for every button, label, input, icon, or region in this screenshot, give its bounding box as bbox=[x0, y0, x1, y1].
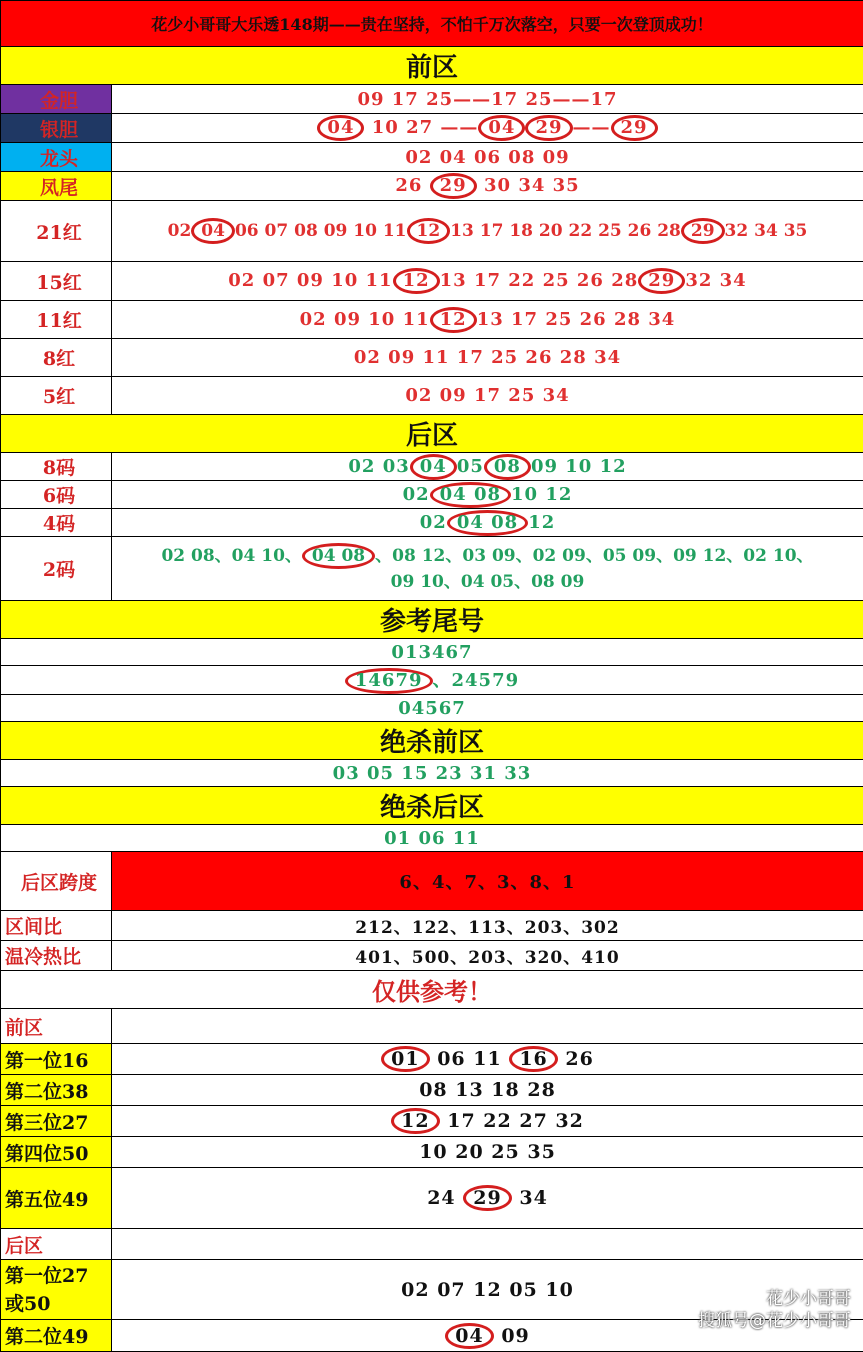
bp1-label bbox=[1, 1260, 112, 1320]
r11-value bbox=[112, 301, 863, 339]
number-text: 、08 12、03 09、02 09、05 09、09 12、02 10、 bbox=[375, 546, 813, 566]
highlight-circle: 29 bbox=[681, 218, 725, 244]
r8-label: 8红 bbox=[1, 339, 112, 377]
highlight-circle: 04 08 bbox=[430, 482, 511, 508]
tail-row-1: 013467 bbox=[1, 639, 863, 666]
highlight-circle: 04 08 bbox=[302, 543, 375, 569]
highlight-circle: 01 bbox=[381, 1046, 429, 1072]
phoenix-label: 凤尾 bbox=[1, 172, 112, 201]
reference-title: 仅供参考！ bbox=[1, 971, 863, 1009]
number-text: 02 bbox=[168, 221, 192, 241]
highlight-circle: 16 bbox=[509, 1046, 557, 1072]
r5-label: 5红 bbox=[1, 377, 112, 415]
dragon-label: 龙头 bbox=[1, 143, 112, 172]
highlight-circle: 29 bbox=[430, 173, 477, 199]
p1-label: 第一位16 bbox=[1, 1044, 112, 1075]
r5-value: 02 09 17 25 34 bbox=[112, 377, 863, 415]
r15-value bbox=[112, 262, 863, 301]
number-text: 30 34 35 bbox=[484, 175, 580, 196]
number-text: 02 bbox=[420, 512, 447, 533]
b4-label: 4码 bbox=[1, 509, 112, 537]
highlight-circle: 14679 bbox=[345, 668, 433, 694]
number-text: 34 bbox=[519, 1187, 547, 1209]
gold-value: 09 17 25——17 25——17 bbox=[112, 85, 863, 114]
p5-label: 第五位49 bbox=[1, 1168, 112, 1229]
number-text: 24 bbox=[427, 1187, 455, 1209]
highlight-circle: 12 bbox=[393, 268, 440, 294]
b2-value bbox=[112, 537, 863, 601]
bp2-label: 第二位49 bbox=[1, 1320, 112, 1352]
number-text: 13 17 25 26 28 34 bbox=[477, 309, 676, 330]
number-text: 13 17 18 20 22 25 26 28 bbox=[450, 221, 681, 241]
p3-value bbox=[112, 1106, 863, 1137]
ratio-label: 区间比 bbox=[1, 911, 112, 941]
b8-label: 8码 bbox=[1, 453, 112, 481]
number-text: 17 22 27 32 bbox=[447, 1110, 584, 1132]
tail-row-3: 04567 bbox=[1, 695, 863, 722]
highlight-circle: 12 bbox=[430, 307, 477, 333]
p1-value bbox=[112, 1044, 863, 1075]
pos-back-label: 后区 bbox=[1, 1229, 112, 1260]
temp-label: 温冷热比 bbox=[1, 941, 112, 971]
r11-label: 11红 bbox=[1, 301, 112, 339]
highlight-circle: 04 08 bbox=[447, 510, 528, 536]
front-section-title: 前区 bbox=[1, 47, 863, 85]
number-text: 32 34 bbox=[685, 270, 746, 291]
ratio-value: 212、122、113、203、302 bbox=[112, 911, 863, 941]
highlight-circle: 04 bbox=[191, 218, 235, 244]
number-text: 02 08、04 10、 bbox=[161, 546, 301, 566]
p4-value: 10 20 25 35 bbox=[112, 1137, 863, 1168]
number-text: 09 bbox=[501, 1325, 529, 1347]
bp1-value: 02 07 12 05 10 bbox=[112, 1260, 863, 1320]
highlight-circle: 08 bbox=[484, 454, 531, 480]
b2-line-1 bbox=[112, 543, 863, 569]
p3-label: 第三位27 bbox=[1, 1106, 112, 1137]
watermark-line-1: 花少小哥哥 bbox=[698, 1288, 851, 1310]
number-text: 12 bbox=[528, 512, 555, 533]
silver-value bbox=[112, 114, 863, 143]
tail-row-2 bbox=[1, 666, 863, 695]
r21-label: 21红 bbox=[1, 201, 112, 262]
number-text: 10 12 bbox=[511, 484, 572, 505]
phoenix-value bbox=[112, 172, 863, 201]
number-text: —— bbox=[573, 117, 611, 138]
bp1-label-line-2: 或50 bbox=[5, 1290, 111, 1318]
kill-front-value: 03 05 15 23 31 33 bbox=[1, 760, 863, 787]
number-text: 09 10 12 bbox=[531, 456, 627, 477]
number-text: 06 07 08 09 10 11 bbox=[235, 221, 407, 241]
pos-front-label: 前区 bbox=[1, 1009, 112, 1044]
b6-label: 6码 bbox=[1, 481, 112, 509]
kill-back-title: 绝杀后区 bbox=[1, 787, 863, 825]
highlight-circle: 12 bbox=[391, 1108, 439, 1134]
number-text: 05 bbox=[457, 456, 484, 477]
b2-label: 2码 bbox=[1, 537, 112, 601]
watermark bbox=[698, 1288, 851, 1332]
back-section-title: 后区 bbox=[1, 415, 863, 453]
number-text: 13 17 22 25 26 28 bbox=[440, 270, 639, 291]
p2-label: 第二位38 bbox=[1, 1075, 112, 1106]
number-text: 02 03 bbox=[348, 456, 409, 477]
number-text: 02 bbox=[403, 484, 430, 505]
b6-value bbox=[112, 481, 863, 509]
kill-back-value: 01 06 11 bbox=[1, 825, 863, 852]
highlight-circle: 29 bbox=[638, 268, 685, 294]
highlight-circle: 29 bbox=[611, 115, 658, 141]
b2-line-2: 09 10、04 05、08 09 bbox=[112, 569, 863, 595]
highlight-circle: 04 bbox=[317, 115, 364, 141]
number-text: 26 bbox=[565, 1048, 593, 1070]
span-value: 6、4、7、3、8、1 bbox=[112, 852, 863, 911]
gold-label: 金胆 bbox=[1, 85, 112, 114]
highlight-circle: 04 bbox=[478, 115, 525, 141]
highlight-circle: 29 bbox=[525, 115, 572, 141]
highlight-circle: 12 bbox=[407, 218, 451, 244]
highlight-circle: 04 bbox=[445, 1323, 493, 1349]
number-text: 02 07 09 10 11 bbox=[228, 270, 392, 291]
number-text: 06 11 bbox=[437, 1048, 502, 1070]
r15-label: 15红 bbox=[1, 262, 112, 301]
r8-value: 02 09 11 17 25 26 28 34 bbox=[112, 339, 863, 377]
highlight-circle: 29 bbox=[463, 1185, 511, 1211]
header-banner: 花少小哥哥大乐透148期——贵在坚持，不怕千万次落空，只要一次登顶成功！ bbox=[1, 1, 863, 47]
watermark-line-2: 搜狐号@花少小哥哥 bbox=[698, 1310, 851, 1332]
number-text: 02 09 10 11 bbox=[300, 309, 430, 330]
temp-value: 401、500、203、320、410 bbox=[112, 941, 863, 971]
highlight-circle: 04 bbox=[410, 454, 457, 480]
bp1-label-line-1: 第一位27 bbox=[5, 1262, 111, 1290]
pos-front-empty bbox=[112, 1009, 863, 1044]
r21-value bbox=[112, 201, 863, 262]
b8-value bbox=[112, 453, 863, 481]
silver-label: 银胆 bbox=[1, 114, 112, 143]
p4-label: 第四位50 bbox=[1, 1137, 112, 1168]
tail-section-title: 参考尾号 bbox=[1, 601, 863, 639]
dragon-value: 02 04 06 08 09 bbox=[112, 143, 863, 172]
number-text: 32 34 35 bbox=[725, 221, 808, 241]
pos-back-empty bbox=[112, 1229, 863, 1260]
p5-value bbox=[112, 1168, 863, 1229]
number-text: 26 bbox=[395, 175, 422, 196]
number-text: 10 27 —— bbox=[364, 117, 478, 138]
span-label: 后区跨度 bbox=[1, 852, 112, 911]
number-text: 、24579 bbox=[433, 670, 520, 691]
b4-value bbox=[112, 509, 863, 537]
p2-value: 08 13 18 28 bbox=[112, 1075, 863, 1106]
kill-front-title: 绝杀前区 bbox=[1, 722, 863, 760]
